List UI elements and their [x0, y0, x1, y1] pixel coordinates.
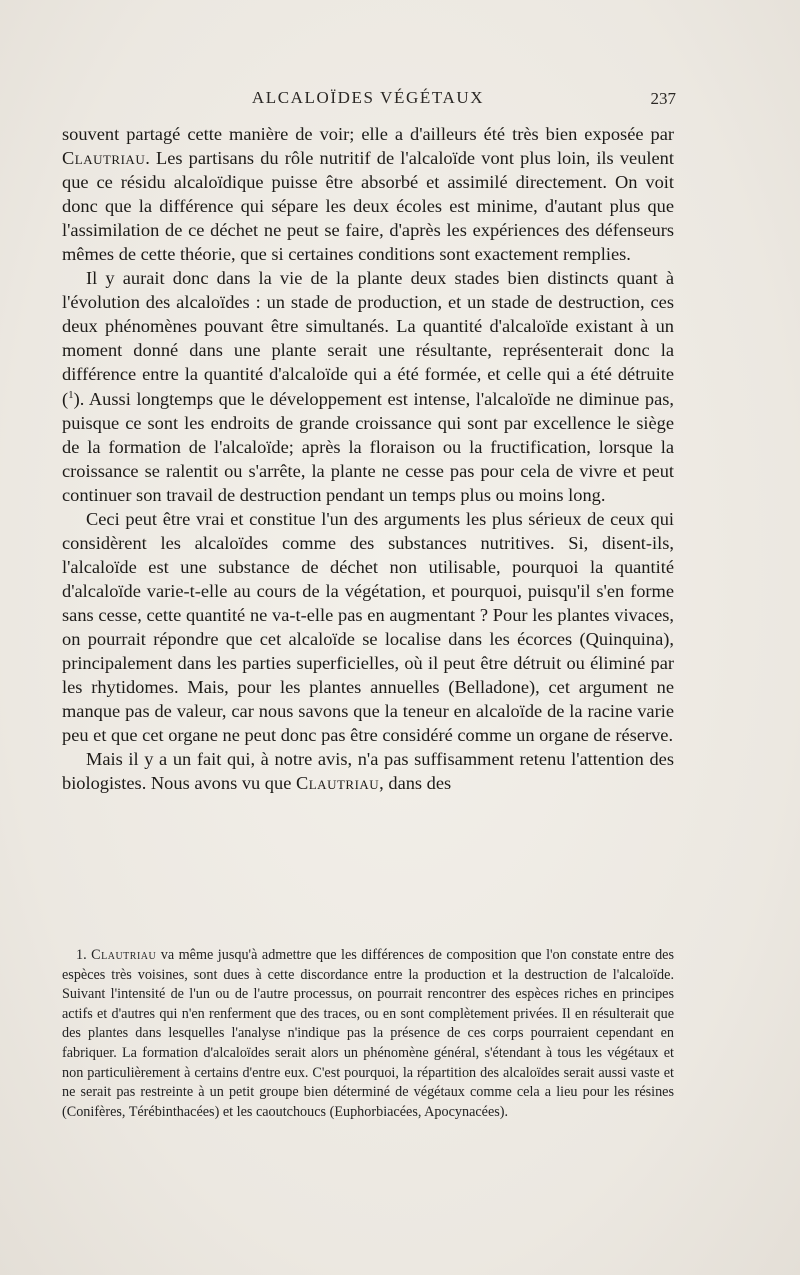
text-segment: Ceci peut être vrai et constitue l'un des arguments les plus sérieux de ceux qui considèrent les alcaloïdes comme des substances nutritives. Si, disent-ils, l'alcaloïde est une substance de déchet non utilisable, pourquoi la quantité d'alcaloïde varie-t-elle au cours de la végétation, et pourquoi, puisqu'il s'en forme sans cesse, cette quantité ne va-t-elle pas en augmentant ? Pour les plantes vivaces, on pourrait répondre que cet alcaloïde se localise dans les écorces (Quinquina), principalement dans les parties superficielles, où il peut être détruit ou éliminé par les rhytidomes. Mais, pour les plantes annuelles (Belladone), cet argument ne manque pas de valeur, car nous savons que la teneur en alcaloïde de la racine varie peu et que cet organe ne peut donc pas être considéré comme un organe de réserve. [62, 508, 674, 746]
text-segment: 1. [76, 947, 92, 963]
author-name: Clautriau [91, 947, 157, 963]
text-segment: Mais il y a un fait qui, à notre avis, n'a pas suffisamment retenu l'attention des biologistes. Nous avons vu que [62, 749, 674, 794]
paragraph [62, 747, 674, 795]
page-header [62, 88, 674, 112]
running-head: ALCALOÏDES VÉGÉTAUX [251, 88, 485, 107]
text-segment: . Les partisans du rôle nutritif de l'alcaloïde vont plus loin, ils veulent que ce résidu alcaloïdique puisse être absorbé et assimilé directement. On voit donc que la différence qui sépare les deux écoles est minime, d'autant plus que l'assimilation de ce déchet ne peut se faire, d'après les expériences des défenseurs mêmes de cette théorie, que si certaines conditions sont exactement remplies. [62, 148, 674, 265]
footnote-reference: 1 [68, 388, 74, 401]
body-text [62, 122, 674, 795]
author-name: Clautriau [295, 773, 380, 794]
footnotes [62, 946, 674, 1122]
text-segment: ). Aussi longtemps que le développement est intense, l'alcaloïde ne diminue pas, puisque ce sont les endroits de grande croissance qui sont par excellence le siège de la formation de l'alcaloïde; après la floraison ou la fructification, lorsque la croissance se ralentit ou s'arrête, la plante ne cesse pas pour cela de vivre et peut continuer son travail de destruction pendant un temps plus ou moins long. [62, 388, 674, 505]
text-segment: , dans des [379, 773, 452, 794]
text-segment: souvent partagé cette manière de voir; elle a d'ailleurs été très bien exposée par [62, 124, 674, 144]
paragraph [62, 122, 674, 266]
footnote [62, 946, 674, 1122]
author-name: Clautriau [62, 148, 146, 169]
paragraph [62, 266, 674, 506]
page-number: 237 [650, 89, 676, 108]
text-segment: va même jusqu'à admettre que les différences de composition que l'on constate entre des espèces très voisines, sont dues à cette discordance entre la production et la destruction de l'alcaloïde. Suivant l'intensité de l'un ou de l'autre processus, on pourrait rencontrer des espèces riches en principes actifs et d'autres qui n'en renferment que des traces, ou en sont complètement privées. Il en résulterait que des plantes dans lesquelles l'analyse n'indique pas la présence de ces corps pourraient cependant en fabriquer. La formation d'alcaloïdes serait alors un phénomène général, s'étendant à tous les végétaux et non particulièrement à certains d'entre eux. C'est pourquoi, la répartition des alcaloïdes serait aussi vaste et ne serait pas restreinte à un petit groupe bien déterminé de végétaux comme cela a lieu pour les résines (Conifères, Térébinthacées) et les caoutchoucs (Euphorbiacées, Apocynacées). [62, 947, 675, 1120]
paragraph [62, 507, 674, 747]
text-segment: Il y aurait donc dans la vie de la plante deux stades bien distincts quant à l'évolution des alcaloïdes : un stade de production, et un stade de destruction, ces deux phénomènes pouvant être simultanés. La quantité d'alcaloïde existant à un moment donné dans une plante serait une résultante, représenterait donc la différence entre la quantité d'alcaloïde qui a été formée, et celle qui a été détruite ( [62, 268, 674, 409]
